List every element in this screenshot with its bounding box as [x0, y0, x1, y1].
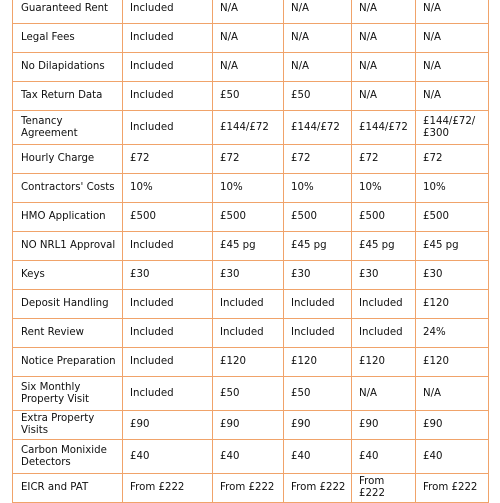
table-cell: N/A [352, 24, 416, 53]
table-cell: £40 [352, 440, 416, 474]
row-label: Six Monthly Property Visit [13, 377, 123, 411]
table-cell: £50 [213, 377, 284, 411]
table-cell: Included [213, 319, 284, 348]
row-label: Carbon Monixide Detectors [13, 440, 123, 474]
table-cell: 10% [416, 174, 489, 203]
table-cell: 10% [284, 174, 352, 203]
table-cell: From £222 [284, 474, 352, 503]
table-cell: N/A [352, 0, 416, 24]
table-cell: Included [123, 232, 213, 261]
table-cell: 10% [213, 174, 284, 203]
table-cell: 24% [416, 319, 489, 348]
table-cell: £45 pg [352, 232, 416, 261]
table-cell: 10% [352, 174, 416, 203]
row-label: Extra Property Visits [13, 411, 123, 440]
table-cell: £500 [123, 203, 213, 232]
table-cell: From £222 [123, 474, 213, 503]
row-label: Rent Review [13, 319, 123, 348]
table-cell: N/A [284, 53, 352, 82]
row-label: Contractors' Costs [13, 174, 123, 203]
table-cell: £144/£72 [213, 111, 284, 145]
row-label: No Dilapidations [13, 53, 123, 82]
table-cell: Included [123, 377, 213, 411]
row-label: NO NRL1 Approval [13, 232, 123, 261]
table-cell: £90 [352, 411, 416, 440]
table-cell: £90 [123, 411, 213, 440]
table-cell: Included [352, 319, 416, 348]
table-cell: Included [123, 111, 213, 145]
table-cell: £500 [213, 203, 284, 232]
table-cell: N/A [284, 0, 352, 24]
row-label: Keys [13, 261, 123, 290]
table-cell: £90 [213, 411, 284, 440]
table-cell: £90 [416, 411, 489, 440]
table-cell: £120 [284, 348, 352, 377]
table-cell: £45 pg [213, 232, 284, 261]
table-cell: N/A [213, 53, 284, 82]
table-row [13, 290, 489, 319]
table-cell: £90 [284, 411, 352, 440]
table-row [13, 0, 489, 24]
table-row [13, 111, 489, 145]
table-cell: £144/£72 [352, 111, 416, 145]
table-cell: Included [284, 290, 352, 319]
table-cell: N/A [213, 24, 284, 53]
table-row [13, 348, 489, 377]
table-cell: N/A [352, 377, 416, 411]
table-cell: From £222 [416, 474, 489, 503]
table-row [13, 411, 489, 440]
table-cell: £72 [416, 145, 489, 174]
table-cell: £120 [352, 348, 416, 377]
table-cell: From £222 [352, 474, 416, 503]
table-row [13, 377, 489, 411]
table-cell: N/A [416, 53, 489, 82]
table-row [13, 24, 489, 53]
table-cell: Included [123, 348, 213, 377]
table-cell: N/A [352, 82, 416, 111]
table-row [13, 440, 489, 474]
row-label: Deposit Handling [13, 290, 123, 319]
row-label: Hourly Charge [13, 145, 123, 174]
table-row [13, 145, 489, 174]
table-cell: £120 [213, 348, 284, 377]
table-cell: Included [123, 0, 213, 24]
table-row [13, 203, 489, 232]
row-label: Guaranteed Rent [13, 0, 123, 24]
table-cell: £120 [416, 290, 489, 319]
table-cell: £30 [352, 261, 416, 290]
table-cell: Included [123, 24, 213, 53]
table-cell: £144/£72 [284, 111, 352, 145]
table-row [13, 319, 489, 348]
table-row [13, 174, 489, 203]
table-cell: N/A [416, 0, 489, 24]
table-cell: N/A [352, 53, 416, 82]
table-cell: From £222 [213, 474, 284, 503]
table-cell: 10% [123, 174, 213, 203]
table-cell: N/A [416, 24, 489, 53]
table-cell: £30 [213, 261, 284, 290]
row-label: Legal Fees [13, 24, 123, 53]
table-cell: £30 [123, 261, 213, 290]
table-cell: £120 [416, 348, 489, 377]
table-row [13, 82, 489, 111]
table-cell: £72 [352, 145, 416, 174]
table-cell: N/A [213, 0, 284, 24]
table-cell: £40 [416, 440, 489, 474]
table-cell: Included [123, 82, 213, 111]
table-cell: £40 [123, 440, 213, 474]
table-cell: £500 [416, 203, 489, 232]
row-label: EICR and PAT [13, 474, 123, 503]
table-cell: Included [284, 319, 352, 348]
row-label: Tax Return Data [13, 82, 123, 111]
table-cell: £500 [284, 203, 352, 232]
table-cell: N/A [284, 24, 352, 53]
table-cell: £144/£72/ £300 [416, 111, 489, 145]
table-row [13, 232, 489, 261]
table-cell: £72 [213, 145, 284, 174]
row-label: Notice Preparation [13, 348, 123, 377]
table-cell: £50 [284, 377, 352, 411]
table-cell: £50 [213, 82, 284, 111]
table-cell: £30 [416, 261, 489, 290]
table-cell: £72 [123, 145, 213, 174]
table-cell: Included [123, 319, 213, 348]
table-row [13, 261, 489, 290]
table-cell: £500 [352, 203, 416, 232]
table-row [13, 53, 489, 82]
row-label: HMO Application [13, 203, 123, 232]
table-cell: Included [123, 53, 213, 82]
table-row [13, 474, 489, 503]
table-cell: Included [352, 290, 416, 319]
table-cell: £45 pg [416, 232, 489, 261]
table-cell: N/A [416, 82, 489, 111]
table-cell: Included [213, 290, 284, 319]
row-label: Tenancy Agreement [13, 111, 123, 145]
table-cell: N/A [416, 377, 489, 411]
table-cell: £72 [284, 145, 352, 174]
pricing-table [12, 0, 489, 503]
pricing-sheet [12, 0, 488, 503]
table-cell: £50 [284, 82, 352, 111]
table-cell: £40 [213, 440, 284, 474]
table-cell: Included [123, 290, 213, 319]
table-cell: £40 [284, 440, 352, 474]
table-cell: £30 [284, 261, 352, 290]
table-cell: £45 pg [284, 232, 352, 261]
